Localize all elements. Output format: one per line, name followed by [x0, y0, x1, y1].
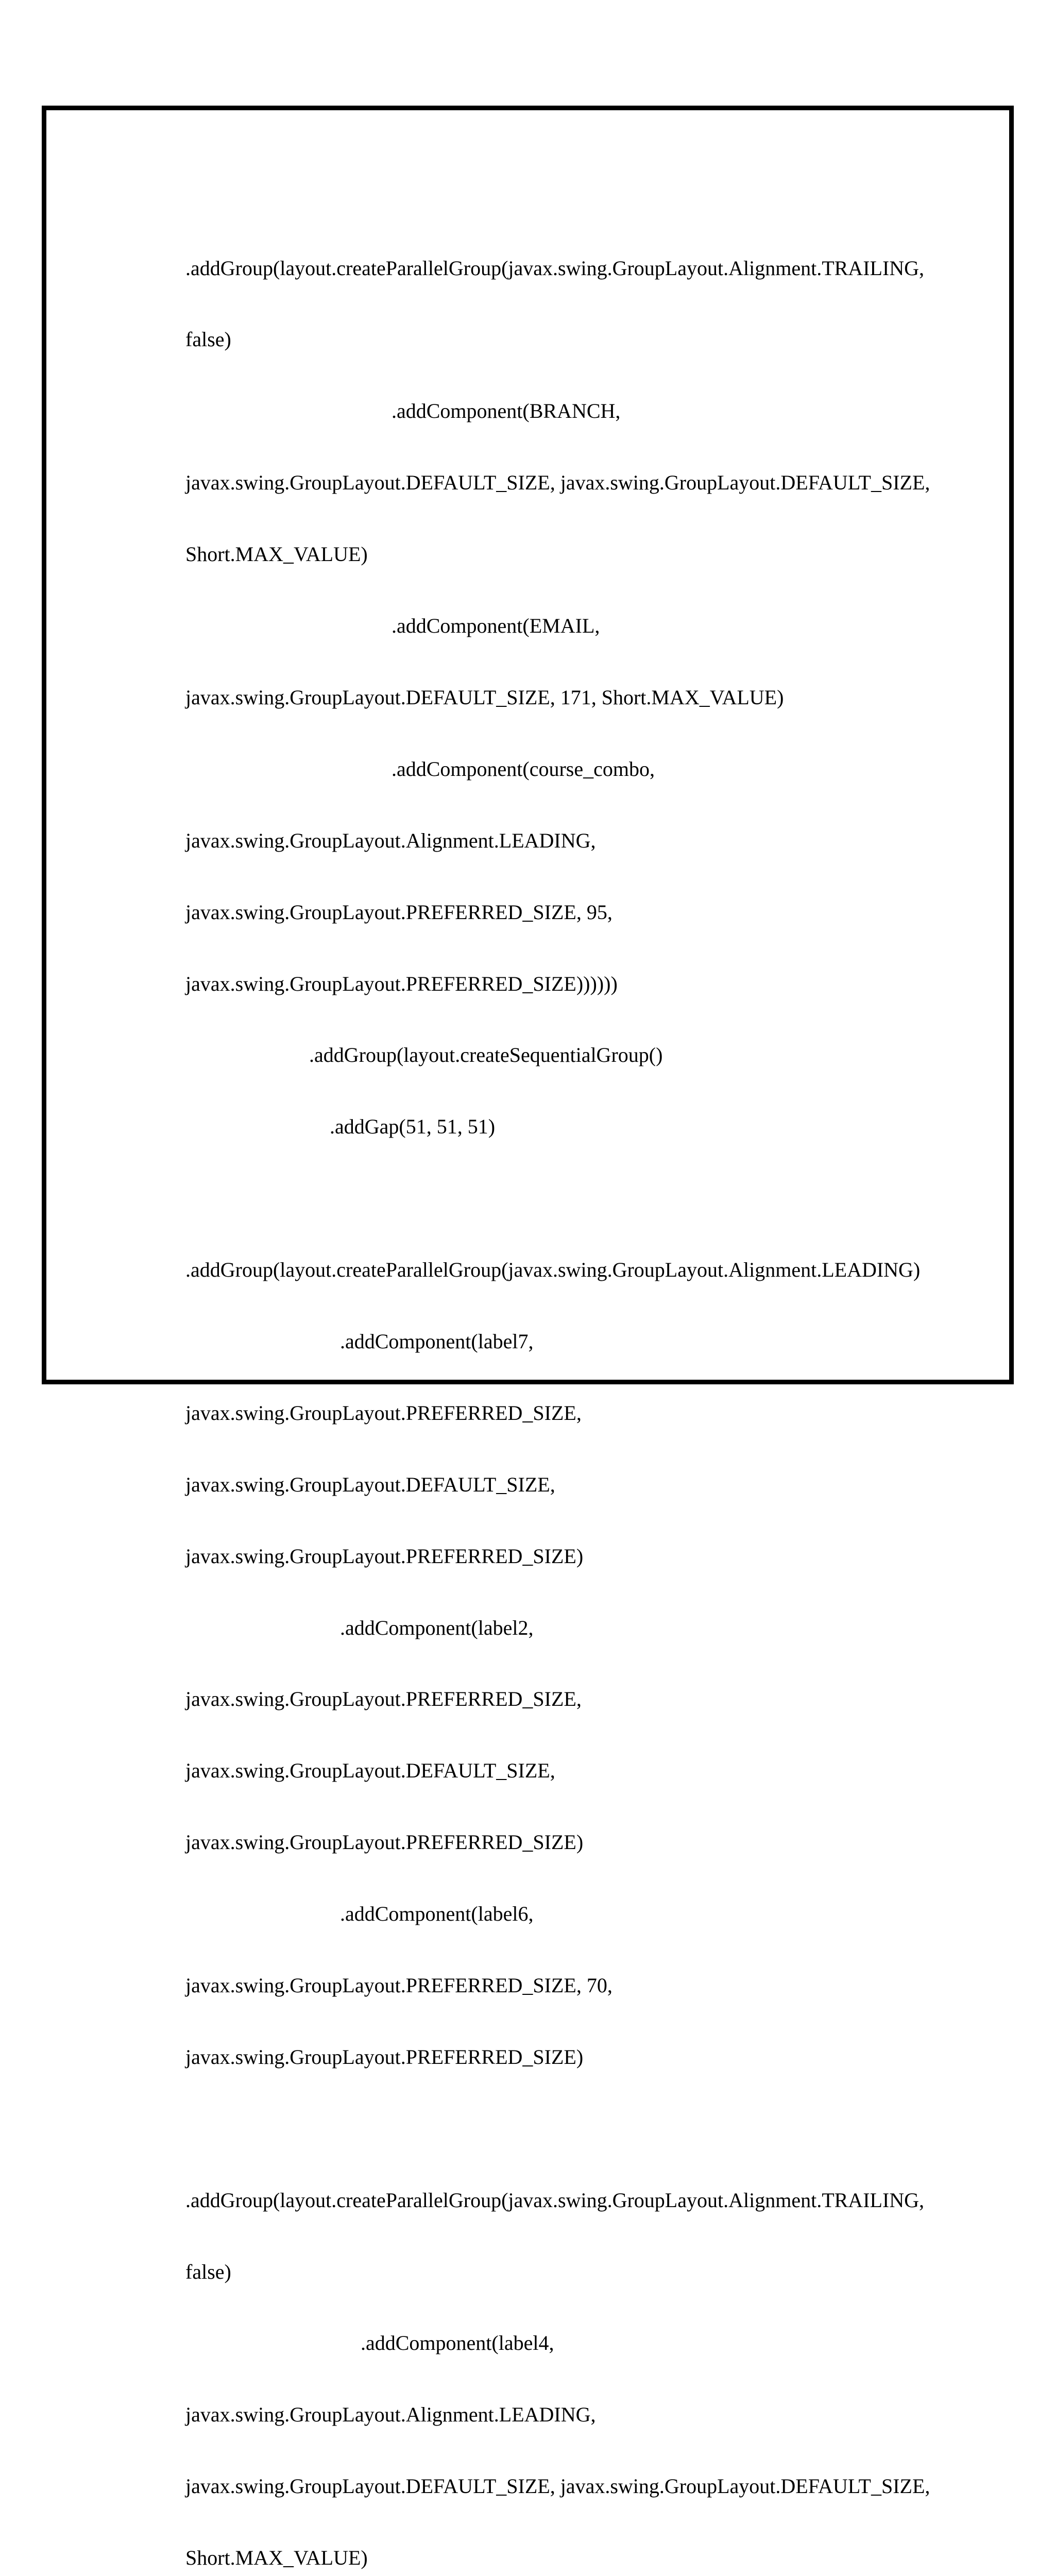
- code-line: [185, 1187, 958, 1210]
- code-line: .addGroup(layout.createSequentialGroup(): [185, 1043, 663, 1067]
- code-line: Short.MAX_VALUE): [185, 2546, 368, 2570]
- code-line: false): [185, 328, 231, 351]
- code-line: .addComponent(course_combo,: [185, 757, 655, 781]
- code-line: javax.swing.GroupLayout.PREFERRED_SIZE): [185, 1831, 584, 1854]
- code-line: .addGap(51, 51, 51): [185, 1115, 496, 1139]
- code-line: .addComponent(EMAIL,: [185, 614, 600, 638]
- code-line: javax.swing.GroupLayout.DEFAULT_SIZE,: [185, 1472, 555, 1496]
- code-line: javax.swing.GroupLayout.DEFAULT_SIZE, javax.swing.GroupLayout.DEFAULT_SIZE,: [185, 471, 930, 495]
- code-line: javax.swing.GroupLayout.DEFAULT_SIZE, javax.swing.GroupLayout.DEFAULT_SIZE,: [185, 2475, 930, 2498]
- code-line: .addComponent(label2,: [185, 1616, 534, 1639]
- code-line: javax.swing.GroupLayout.DEFAULT_SIZE,: [185, 1759, 555, 1783]
- code-line: javax.swing.GroupLayout.DEFAULT_SIZE, 171, Short.MAX_VALUE): [185, 685, 784, 709]
- code-line: false): [185, 2260, 231, 2283]
- code-line: .addGroup(layout.createParallelGroup(javax.swing.GroupLayout.Alignment.TRAILING,: [185, 256, 925, 280]
- code-line: javax.swing.GroupLayout.Alignment.LEADING,: [185, 2403, 596, 2427]
- code-line: .addComponent(label7,: [185, 1329, 534, 1353]
- code-line: javax.swing.GroupLayout.Alignment.LEADING,: [185, 828, 596, 852]
- code-line: .addComponent(label6,: [185, 1902, 534, 1926]
- code-line: javax.swing.GroupLayout.PREFERRED_SIZE): [185, 1544, 584, 1568]
- code-line: .addGroup(layout.createParallelGroup(javax.swing.GroupLayout.Alignment.TRAILING,: [185, 2188, 925, 2212]
- code-listing: [185, 209, 958, 2576]
- code-line: javax.swing.GroupLayout.PREFERRED_SIZE, 70,: [185, 1973, 612, 1997]
- code-line: .addGroup(layout.createParallelGroup(javax.swing.GroupLayout.Alignment.LEADING): [185, 1258, 921, 1282]
- code-line: [185, 2117, 958, 2141]
- code-line: javax.swing.GroupLayout.PREFERRED_SIZE,: [185, 1401, 582, 1425]
- code-line: javax.swing.GroupLayout.PREFERRED_SIZE): [185, 2045, 584, 2069]
- code-line: javax.swing.GroupLayout.PREFERRED_SIZE)))))): [185, 972, 618, 995]
- code-line: javax.swing.GroupLayout.PREFERRED_SIZE, 95,: [185, 900, 612, 924]
- code-line: javax.swing.GroupLayout.PREFERRED_SIZE,: [185, 1687, 582, 1711]
- code-line: .addComponent(BRANCH,: [185, 399, 621, 423]
- code-line: .addComponent(label4,: [185, 2331, 554, 2355]
- code-line: Short.MAX_VALUE): [185, 543, 368, 566]
